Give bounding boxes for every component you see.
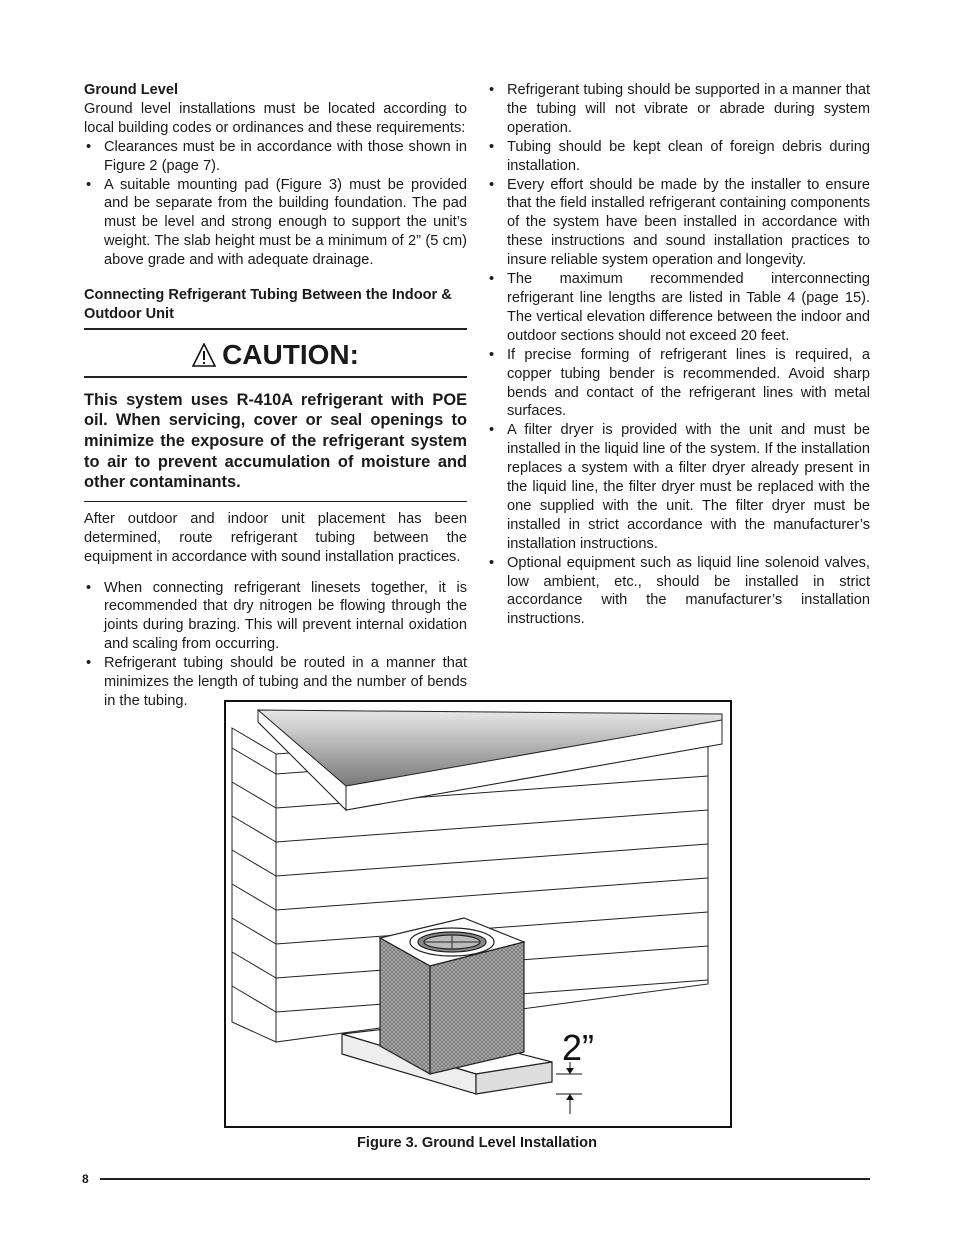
list-item: • The maximum recommended interconnecting refrigerant line lengths are listed in Table 4 (page 15). The vertical elevation difference between the indoor and outdoor sections should not exceed 20 feet. (487, 270, 870, 346)
page-number: 8 (82, 1172, 89, 1186)
list-item: • When connecting refrigerant linesets together, it is recommended that dry nitrogen be flowing through the joints during brazing. This will prevent internal oxidation and scaling from occurring. (84, 579, 467, 655)
list-item: • If precise forming of refrigerant lines is required, a copper tubing bender is recommended. Avoid sharp bends and contact of the refrigerant lines with metal surfaces. (487, 346, 870, 422)
after-caution-text: After outdoor and indoor unit placement has been determined, route refrigerant tubing between the equipment in accordance with sound installation practices. (84, 510, 467, 565)
installation-drawing (226, 702, 730, 1126)
figure-caption: Figure 3. Ground Level Installation (356, 1135, 598, 1151)
connecting-heading: Connecting Refrigerant Tubing Between the Indoor & Outdoor Unit (84, 287, 452, 322)
list-item: • A suitable mounting pad (Figure 3) must be provided and be separate from the building foundation. The pad must be level and strong enough to support the unit’s weight. The slab height must be a minimum of 2” (5 cm) above grade and with adequate drainage. (84, 176, 467, 271)
list-item: • A filter dryer is provided with the unit and must be installed in the liquid line of the system. If the installation replaces a system with a filter dryer already present in the liquid line, the filter dryer must be replaced with the one supplied with the unit. The filter dryer must be installed in strict accordance with the manufacturer’s installation instructions. (487, 421, 870, 553)
ground-level-list (84, 138, 467, 270)
dimension-marker (556, 1027, 594, 1114)
list-item: • Tubing should be kept clean of foreign debris during installation. (487, 138, 870, 176)
list-item: • Every effort should be made by the installer to ensure that the field installed refrigerant containing components of the system have been installed in accordance with these instructions and sound installation practices to insure reliable system operation and longevity. (487, 176, 870, 271)
left-column (84, 81, 467, 711)
list-item: • Refrigerant tubing should be supported in a manner that the tubing will not vibrate or abrade during system operation. (487, 81, 870, 138)
right-list (487, 81, 870, 629)
figure-3-illustration (224, 700, 732, 1128)
footer-rule (100, 1178, 870, 1180)
warning-triangle-icon (192, 343, 216, 367)
ground-level-heading: Ground Level (84, 82, 179, 98)
caution-text: This system uses R-410A refrigerant with POE oil. When servicing, cover or seal openings to minimize the exposure of the refrigerant system to air to prevent accumulation of moisture and other contaminants. (84, 390, 467, 492)
right-column (487, 81, 870, 629)
condenser-unit (380, 918, 524, 1074)
caution-label: CAUTION: (222, 338, 359, 370)
caution-title (84, 334, 467, 378)
list-item: • Clearances must be in accordance with those shown in Figure 2 (page 7). (84, 138, 467, 176)
list-item: • Refrigerant tubing should be routed in a manner that minimizes the length of tubing and the number of bends in the tubing. (84, 654, 467, 711)
list-item: • Optional equipment such as liquid line solenoid valves, low ambient, etc., should be installed in strict accordance with the manufacturer’s installation instructions. (487, 554, 870, 630)
caution-box (84, 328, 467, 502)
dimension-label: 2” (562, 1027, 595, 1068)
ground-level-intro: Ground level installations must be located according to local building codes or ordinances and these requirements: (84, 100, 467, 136)
tubing-list (84, 579, 467, 711)
